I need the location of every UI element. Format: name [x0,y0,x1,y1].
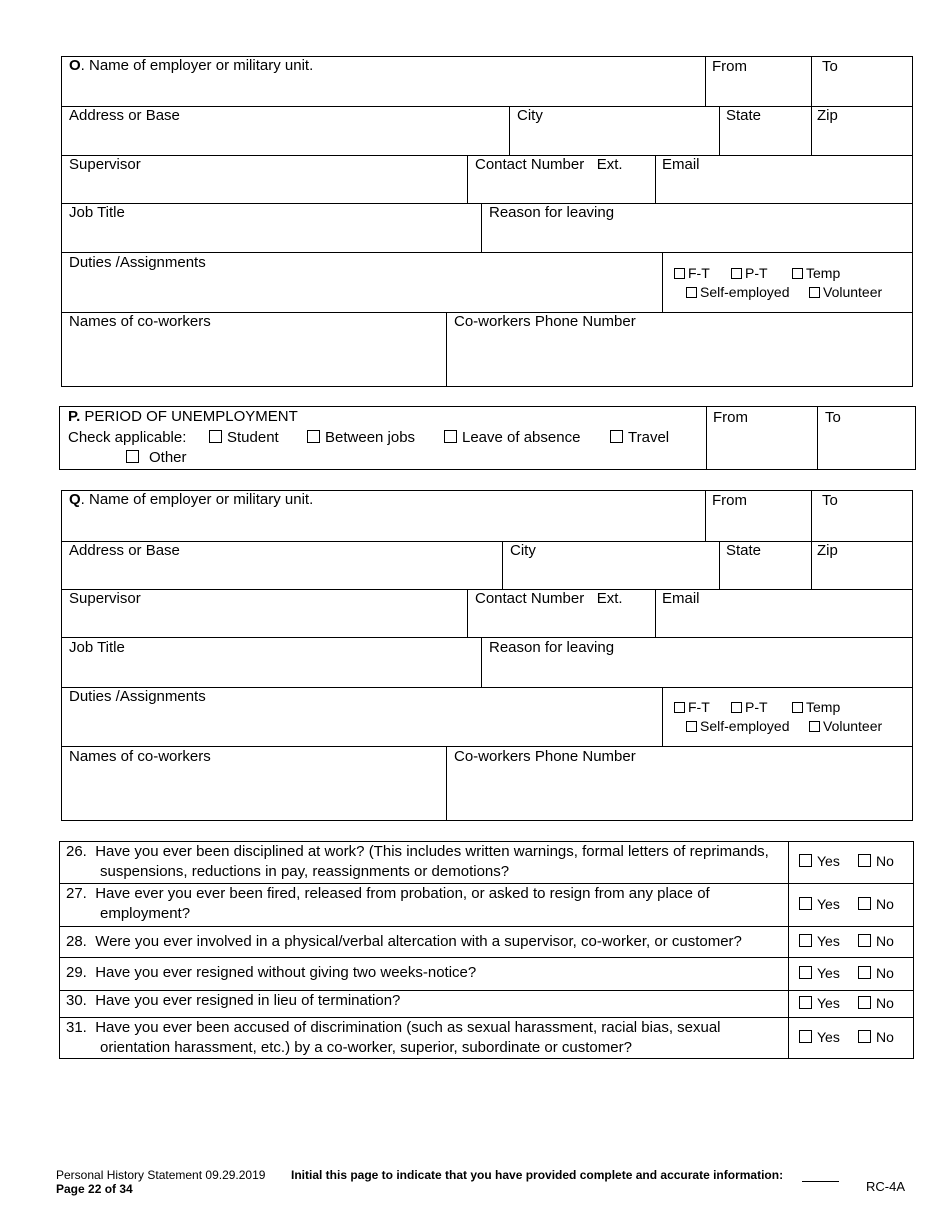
checkbox-icon[interactable] [792,702,803,713]
travel-checkbox[interactable]: Travel [610,429,669,447]
divider [446,746,447,821]
ft-checkbox[interactable]: F-T [674,698,710,716]
ext-label: Ext. [596,590,623,607]
coworkers-field-label: Names of co-workers [69,313,211,330]
checkbox-icon[interactable] [686,721,697,732]
divider [719,541,720,589]
divider [467,589,468,637]
checkbox-icon[interactable] [799,854,812,867]
checkbox-icon[interactable] [799,966,812,979]
student-checkbox[interactable]: Student [209,429,279,447]
contact-number-label [475,156,623,174]
contact-label: Contact Number [475,590,585,607]
checkbox-icon[interactable] [809,721,820,732]
section-letter: O [69,57,81,74]
divider [481,203,482,252]
checkbox-icon[interactable] [799,934,812,947]
divider [481,637,482,687]
divider [788,841,789,1059]
checkbox-icon[interactable] [858,854,871,867]
divider [61,106,913,107]
other-checkbox[interactable]: Other [126,449,187,467]
divider [662,687,663,746]
checkbox-icon[interactable] [731,268,742,279]
employer-name-field[interactable] [69,491,313,509]
question-31: 31. Have you ever been accused of discrimination (such as sexual harassment, racial bias, sexual orientation harassment, etc.) by a co-worker, superior, subordinate or customer? [66,1019,721,1056]
q28-yes-checkbox[interactable]: Yes [799,933,840,949]
coworkers-phone-label: Co-workers Phone Number [454,313,636,330]
city-field-label: City [517,107,543,124]
checkbox-icon[interactable] [858,897,871,910]
supervisor-field-label: Supervisor [69,156,141,173]
q29-no-checkbox[interactable]: No [858,965,894,981]
checkbox-icon[interactable] [858,996,871,1009]
zip-field-label: Zip [817,542,838,559]
divider [705,56,706,106]
volunteer-checkbox[interactable]: Volunteer [809,283,882,301]
checkbox-icon[interactable] [799,1030,812,1043]
state-field-label: State [726,107,762,124]
checkbox-icon[interactable] [792,268,803,279]
form-code: RC-4A [866,1179,906,1194]
question-29: 29. Have you ever resigned without giving two weeks-notice? [66,964,477,981]
temp-checkbox[interactable]: Temp [792,698,840,716]
q31-no-checkbox[interactable]: No [858,1029,894,1045]
checkbox-icon[interactable] [209,430,222,443]
employer-name-field[interactable] [69,57,313,75]
question-26: 26. Have you ever been disciplined at work? (This includes written warnings, formal letters of reprimands, suspensions, reductions in pay, reassignments or demotions? [66,843,769,880]
checkbox-icon[interactable] [674,268,685,279]
to-field-label: To [825,409,841,426]
from-field-label: From [713,409,748,426]
checkbox-icon[interactable] [686,287,697,298]
checkbox-icon[interactable] [858,1030,871,1043]
divider [61,541,913,542]
from-field-label: From [712,58,747,75]
divider [655,589,656,637]
leave-of-absence-checkbox[interactable]: Leave of absence [444,429,580,447]
zip-field-label: Zip [817,107,838,124]
to-field-label: To [822,58,838,75]
supervisor-field-label: Supervisor [69,590,141,607]
ext-label: Ext. [596,156,623,173]
self-employed-checkbox[interactable]: Self-employed [686,717,790,735]
from-field-label: From [712,492,747,509]
checkbox-icon[interactable] [307,430,320,443]
pt-checkbox[interactable]: P-T [731,264,768,282]
question-30: 30. Have you ever resigned in lieu of termination? [66,992,401,1009]
checkbox-icon[interactable] [126,450,139,463]
reason-field-label: Reason for leaving [489,639,615,656]
divider [719,106,720,155]
self-employed-checkbox[interactable]: Self-employed [686,283,790,301]
section-p-title: P. PERIOD OF UNEMPLOYMENT [68,408,298,425]
divider [61,637,913,638]
city-field-label: City [510,542,536,559]
q28-no-checkbox[interactable]: No [858,933,894,949]
checkbox-icon[interactable] [610,430,623,443]
q31-yes-checkbox[interactable]: Yes [799,1029,840,1045]
checkbox-icon[interactable] [858,934,871,947]
divider [59,926,914,927]
checkbox-icon[interactable] [731,702,742,713]
job-title-field-label: Job Title [69,639,125,656]
divider [59,957,914,958]
ft-checkbox[interactable]: F-T [674,264,710,282]
divider [662,252,663,312]
q30-yes-checkbox[interactable]: Yes [799,995,840,1011]
field-label: . Name of employer or military unit. [80,57,314,74]
checkbox-icon[interactable] [674,702,685,713]
contact-number-label [475,590,623,608]
to-field-label: To [822,492,838,509]
coworkers-phone-label: Co-workers Phone Number [454,748,636,765]
email-field-label: Email [662,156,700,173]
divider [502,541,503,589]
reason-field-label: Reason for leaving [489,204,615,221]
divider [61,252,913,253]
q30-no-checkbox[interactable]: No [858,995,894,1011]
email-field-label: Email [662,590,700,607]
duties-field-label: Duties /Assignments [69,688,206,705]
section-letter: Q [69,491,81,508]
divider [655,155,656,203]
temp-checkbox[interactable]: Temp [792,264,840,282]
divider [811,56,812,155]
checkbox-icon[interactable] [444,430,457,443]
contact-label: Contact Number [475,156,585,173]
state-field-label: State [726,542,762,559]
q26-no-checkbox[interactable]: No [858,853,894,869]
checkbox-icon[interactable] [809,287,820,298]
q27-yes-checkbox[interactable]: Yes [799,896,840,912]
job-title-field-label: Job Title [69,204,125,221]
footer-initial-text: Initial this page to indicate that you have provided complete and accurate information: [291,1168,784,1182]
divider [811,490,812,589]
divider [446,312,447,387]
section-q-border [61,490,913,821]
divider [61,203,913,204]
between-jobs-checkbox[interactable]: Between jobs [307,429,415,447]
q26-yes-checkbox[interactable]: Yes [799,853,840,869]
page-number: Page 22 of 34 [56,1182,133,1196]
divider [509,106,510,155]
pt-checkbox[interactable]: P-T [731,698,768,716]
checkbox-icon[interactable] [799,996,812,1009]
divider [817,406,818,470]
checkbox-icon[interactable] [858,966,871,979]
check-applicable-label: Check applicable: [68,429,187,446]
field-label: . Name of employer or military unit. [80,491,314,508]
divider [467,155,468,203]
checkbox-icon[interactable] [799,897,812,910]
volunteer-checkbox[interactable]: Volunteer [809,717,882,735]
question-27: 27. Have ever you ever been fired, released from probation, or asked to resign from any place of employment? [66,885,710,922]
footer-doc-name: Personal History Statement 09.29.2019 [56,1168,266,1182]
q27-no-checkbox[interactable]: No [858,896,894,912]
address-field-label: Address or Base [69,542,180,559]
initial-field[interactable] [802,1181,839,1182]
coworkers-field-label: Names of co-workers [69,748,211,765]
question-28: 28. Were you ever involved in a physical/verbal altercation with a supervisor, co-worker, or customer? [66,933,742,950]
address-field-label: Address or Base [69,107,180,124]
divider [706,406,707,470]
duties-field-label: Duties /Assignments [69,254,206,271]
q29-yes-checkbox[interactable]: Yes [799,965,840,981]
divider [61,746,913,747]
divider [705,490,706,541]
